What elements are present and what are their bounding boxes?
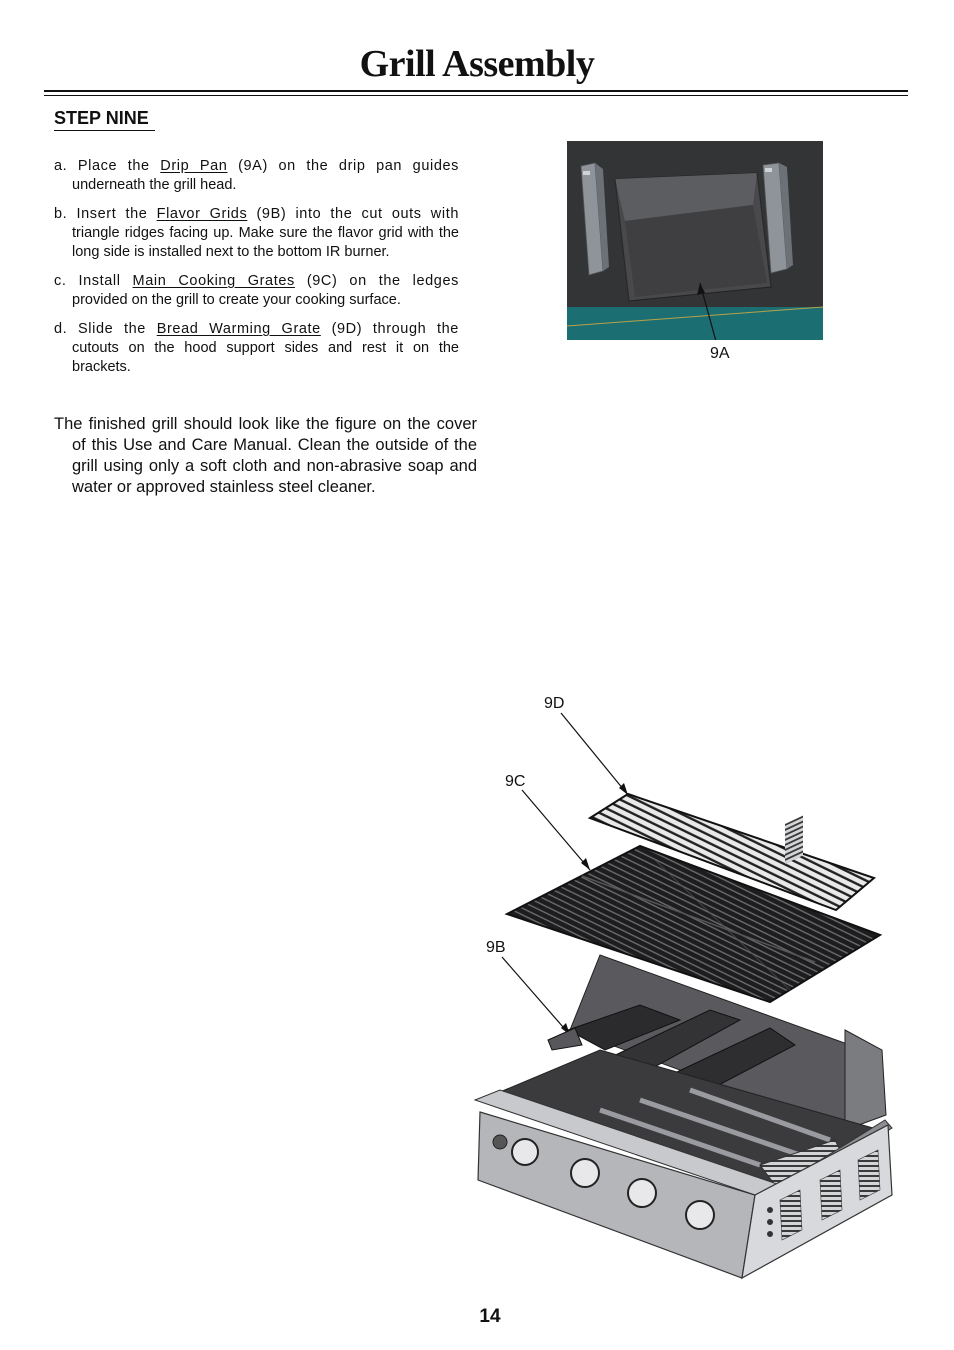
part-name: Drip Pan: [160, 158, 228, 174]
step-text: d. Slide the: [54, 321, 157, 337]
step-item-b: [54, 205, 459, 262]
part-name: Flavor Grids: [156, 206, 248, 222]
drip-pan-figure: [567, 141, 823, 340]
step-text: (9A) on the drip pan guides: [227, 158, 459, 174]
page-title: Grill Assembly: [359, 43, 595, 85]
step-text: c. Install: [54, 273, 133, 289]
finish-paragraph: The finished grill should look like the figure on the cover of this Use and Care Manual. Clean the outside of the grill using only a soft cloth and non-abrasive soap and water or approved stainless steel cleaner.: [54, 415, 477, 496]
step-text: underneath the grill head.: [72, 177, 237, 193]
title-rule-thick: [44, 90, 908, 92]
step-text: (9D) through the: [320, 321, 459, 337]
step-text: triangle ridges facing up. Make sure the flavor grid with the long side is installed next to the bottom IR burner.: [72, 225, 459, 260]
step-heading: STEP NINE: [54, 108, 155, 131]
step-text: (9B) into the cut outs with: [247, 206, 459, 222]
part-name: Bread Warming Grate: [156, 321, 321, 337]
step-item-d: [54, 320, 459, 377]
page-number: 14: [479, 1306, 501, 1327]
step-text: (9C) on the ledges: [294, 273, 459, 289]
instruction-list: [54, 157, 459, 387]
grill-exploded-figure: [470, 690, 900, 1290]
step-text: provided on the grill to create your cooking surface.: [72, 292, 401, 308]
title-rule-thin: [44, 95, 908, 96]
callout-9b: 9B: [486, 939, 506, 956]
part-name: Main Cooking Grates: [132, 273, 295, 289]
step-item-a: [54, 157, 459, 195]
step-text: cutouts on the hood support sides and rest it on the brackets.: [72, 340, 459, 375]
callout-9d: 9D: [544, 695, 565, 712]
callout-9a: 9A: [710, 345, 730, 362]
callout-9c: 9C: [505, 773, 526, 790]
step-text: b. Insert the: [54, 206, 157, 222]
step-text: a. Place the: [54, 158, 161, 174]
step-item-c: [54, 272, 459, 310]
